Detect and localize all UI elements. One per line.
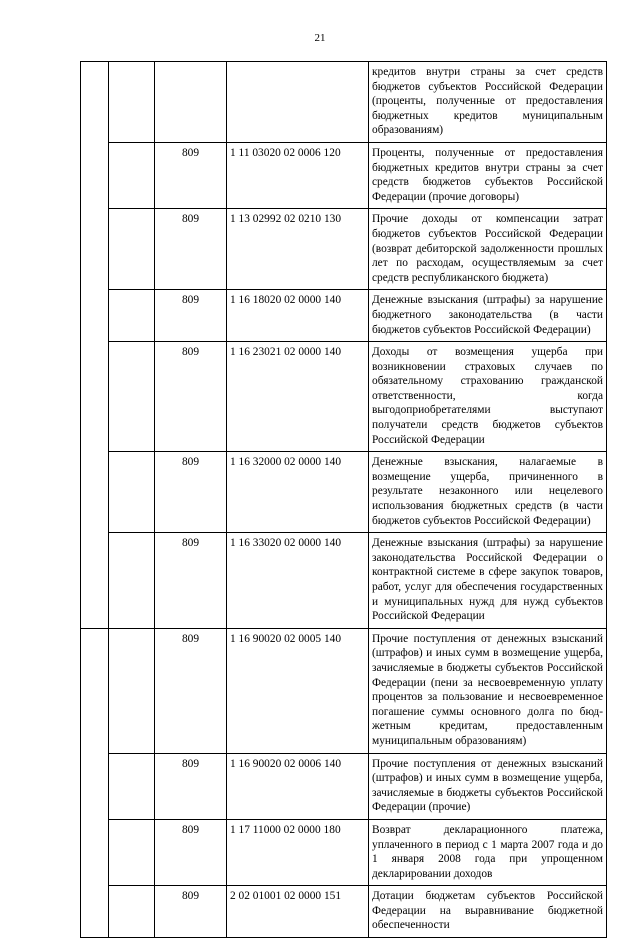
empty-cell bbox=[109, 886, 155, 938]
empty-cell bbox=[81, 753, 109, 819]
admin-code-cell: 809 bbox=[155, 886, 227, 938]
description-cell: кредитов внутри страны за счет средств бюджетов субъектов Российской Федерации (проценты, полученные от предоставления бюджетных кредитов муниципальным образованиям) bbox=[369, 62, 607, 143]
table-row bbox=[81, 62, 607, 143]
empty-cell bbox=[109, 628, 155, 753]
admin-code-cell: 809 bbox=[155, 142, 227, 208]
empty-cell bbox=[109, 452, 155, 533]
budget-code-cell: 2 02 01001 02 0000 151 bbox=[227, 886, 369, 938]
budget-code-cell: 1 13 02992 02 0210 130 bbox=[227, 209, 369, 290]
empty-cell bbox=[81, 886, 109, 938]
table-row bbox=[81, 819, 607, 885]
description-cell: Прочие доходы от компенсации затрат бюджетов субъектов Российской Федерации (возврат дебиторской задолженности прошлых лет по расходам, осуществляемым за счет средств республиканского бюджета) bbox=[369, 209, 607, 290]
empty-cell bbox=[81, 342, 109, 452]
empty-cell bbox=[109, 819, 155, 885]
table-row bbox=[81, 290, 607, 342]
budget-code-cell: 1 16 33020 02 0000 140 bbox=[227, 533, 369, 629]
admin-code-cell bbox=[155, 62, 227, 143]
empty-cell bbox=[81, 819, 109, 885]
empty-cell bbox=[109, 142, 155, 208]
budget-code-cell: 1 11 03020 02 0006 120 bbox=[227, 142, 369, 208]
empty-cell bbox=[81, 62, 109, 143]
budget-code-cell: 1 16 23021 02 0000 140 bbox=[227, 342, 369, 452]
empty-cell bbox=[109, 62, 155, 143]
admin-code-cell: 809 bbox=[155, 290, 227, 342]
empty-cell bbox=[109, 290, 155, 342]
empty-cell bbox=[81, 628, 109, 753]
description-cell: Проценты, полученные от предоставления бюджетных кредитов внутри страны за счет средств бюджетов субъектов Российской Федерации (прочие договоры) bbox=[369, 142, 607, 208]
table-row bbox=[81, 628, 607, 753]
table-row bbox=[81, 886, 607, 938]
budget-code-cell: 1 16 32000 02 0000 140 bbox=[227, 452, 369, 533]
description-cell: Доходы от возмещения ущерба при возникновении страховых случаев по обязательному страхованию гражданской ответственности, когда выгодоприобретателями выступают получатели средств бюджетов субъектов Российской Федерации bbox=[369, 342, 607, 452]
description-cell: Денежные взыскания (штрафы) за нарушение законодательства Российской Федерации о контрактной системе в сфере закупок товаров, работ, услуг для обеспечения государственных и муниципальных нужд для нужд субъектов Российской Федерации bbox=[369, 533, 607, 629]
page-number: 21 bbox=[314, 32, 326, 44]
empty-cell bbox=[81, 290, 109, 342]
budget-code-cell: 1 16 18020 02 0000 140 bbox=[227, 290, 369, 342]
budget-code-cell: 1 17 11000 02 0000 180 bbox=[227, 819, 369, 885]
empty-cell bbox=[109, 533, 155, 629]
empty-cell bbox=[109, 342, 155, 452]
description-cell: Денежные взыскания (штрафы) за нарушение бюджетного законодательства (в части бюджетов субъектов Российской Федерации) bbox=[369, 290, 607, 342]
empty-cell bbox=[109, 753, 155, 819]
description-cell: Возврат декларационного платежа, уплаченного в период с 1 марта 2007 года и до 1 января 2008 года при упрощенном декларировании доходов bbox=[369, 819, 607, 885]
budget-code-cell: 1 16 90020 02 0005 140 bbox=[227, 628, 369, 753]
description-cell: Дотации бюджетам субъектов Российской Федерации на выравнивание бюджетной обеспеченности bbox=[369, 886, 607, 938]
budget-code-cell bbox=[227, 62, 369, 143]
budget-code-cell: 1 16 90020 02 0006 140 bbox=[227, 753, 369, 819]
admin-code-cell: 809 bbox=[155, 628, 227, 753]
table-row bbox=[81, 342, 607, 452]
table-row bbox=[81, 209, 607, 290]
empty-cell bbox=[81, 209, 109, 290]
admin-code-cell: 809 bbox=[155, 533, 227, 629]
admin-code-cell: 809 bbox=[155, 819, 227, 885]
table-row bbox=[81, 533, 607, 629]
table-row bbox=[81, 753, 607, 819]
admin-code-cell: 809 bbox=[155, 452, 227, 533]
admin-code-cell: 809 bbox=[155, 209, 227, 290]
table-row bbox=[81, 142, 607, 208]
empty-cell bbox=[81, 452, 109, 533]
description-cell: Прочие поступления от денежных взысканий (штрафов) и иных сумм в возмещение ущерба, зачисляемые в бюджеты субъектов Российской Федерации (пени за несвоевременную уплату процентов за пользование и несвоевременное погашение суммы основного долга по бюджетным кредитам, предоставленным муниципальным образованиям) bbox=[369, 628, 607, 753]
description-cell: Прочие поступления от денежных взысканий (штрафов) и иных сумм в возмещение ущерба, зачисляемые в бюджеты субъектов Российской Федерации (прочие) bbox=[369, 753, 607, 819]
budget-revenue-table bbox=[80, 61, 607, 938]
admin-code-cell: 809 bbox=[155, 753, 227, 819]
empty-cell bbox=[81, 533, 109, 629]
table-row bbox=[81, 452, 607, 533]
admin-code-cell: 809 bbox=[155, 342, 227, 452]
empty-cell bbox=[81, 142, 109, 208]
description-cell: Денежные взыскания, налагаемые в возмещение ущерба, причиненного в результате незаконного или нецелевого использования бюджетных средств (в части бюджетов субъектов Российской Федерации) bbox=[369, 452, 607, 533]
empty-cell bbox=[109, 209, 155, 290]
